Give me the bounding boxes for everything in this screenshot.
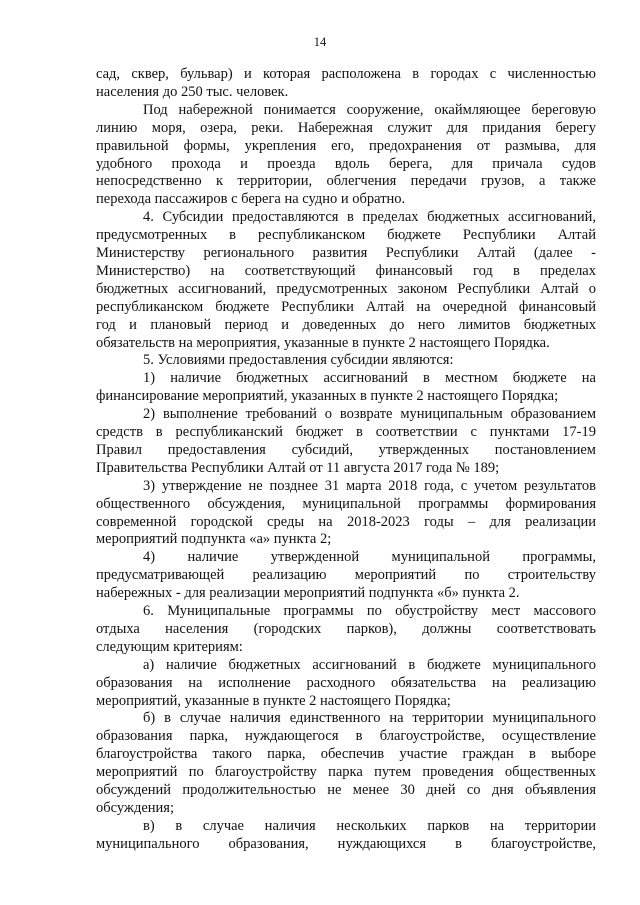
text-line: общественного обсуждения, муниципальной программы формирования (96, 495, 596, 512)
text-line: мероприятий подпункта «а» пункта 2; (96, 531, 332, 548)
text-line: отдыха населения (городских парков), должны соответствовать (96, 620, 596, 637)
text-line: 4) наличие утвержденной муниципальной программы, (143, 549, 596, 566)
text-line: набережных - для реализации мероприятий подпункта «б» пункта 2. (96, 585, 520, 602)
page-number: 14 (313, 35, 327, 49)
text-line: финансирование мероприятий, указанных в пункте 2 настоящего Порядка; (96, 388, 559, 405)
text-line: 5. Условиями предоставления субсидии являются: (143, 352, 454, 369)
text-line: Министерство) на соответствующий финансовый год в пределах (96, 262, 596, 279)
text-line: обязательств на мероприятия, указанные в пункте 2 настоящего Порядка. (96, 334, 550, 351)
text-line: линию моря, озера, реки. Набережная служит для придания берегу (96, 119, 596, 136)
text-line: Под набережной понимается сооружение, окаймляющее береговую (143, 101, 596, 118)
text-line: предусматривающей реализацию мероприятий по строительству (96, 567, 596, 584)
text-line: Правил предоставления субсидий, утвержденных постановлением (96, 441, 596, 458)
text-line: следующим критериям: (96, 638, 243, 655)
text-line: благоустройства такого парка, обеспечив участие граждан в выборе (96, 746, 596, 763)
text-line: предусмотренных в республиканском бюджете Республики Алтай (96, 227, 596, 244)
text-line: перехода пассажиров с берега на судно и обратно. (96, 191, 406, 208)
text-line: образования парка, нуждающегося в благоустройстве, осуществление (96, 728, 596, 745)
text-line: республиканском бюджете Республики Алтай на очередной финансовый (96, 298, 596, 315)
text-line: правильной формы, укрепления его, предохранения от размыва, для (96, 137, 596, 154)
text-line: удобного прохода и проезда вдоль берега, для причала судов (96, 155, 596, 172)
text-line: обсуждений продолжительностью не менее 30 дней со дня объявления (96, 782, 596, 798)
text-line: 3) утверждение не позднее 31 марта 2018 года, с учетом результатов (143, 477, 596, 494)
text-line: Правительства Республики Алтай от 11 августа 2017 года № 189; (96, 459, 500, 476)
text-line: обсуждения; (96, 799, 174, 816)
text-line: б) в случае наличия единственного на территории муниципального (143, 710, 596, 727)
text-line: 1) наличие бюджетных ассигнований в местном бюджете на (143, 370, 596, 387)
text-line: муниципального образования, нуждающихся в благоустройстве, (96, 835, 596, 852)
text-line: 4. Субсидии предоставляются в пределах бюджетных ассигнований, (143, 209, 596, 226)
text-line: 2) выполнение требований о возврате муниципальным образованием (143, 406, 596, 423)
text-line: мероприятий, указанные в пункте 2 настоящего Порядка; (96, 692, 451, 709)
text-line: населения до 250 тыс. человек. (96, 83, 289, 100)
text-line: сад, сквер, бульвар) и которая расположена в городах с численностью (96, 66, 596, 82)
text-line: год и плановый период и доведенных до него лимитов бюджетных (96, 316, 596, 333)
text-line: 6. Муниципальные программы по обустройству мест массового (143, 603, 596, 619)
text-line: средств в республиканский бюджет в соответствии с пунктами 17-19 (96, 424, 596, 440)
text-line: Министерству регионального развития Республики Алтай (далее - (96, 245, 596, 261)
text-line: непосредственно к территории, облегчения передачи грузов, а также (96, 173, 596, 190)
text-line: а) наличие бюджетных ассигнований в бюджете муниципального (143, 656, 596, 673)
text-line: в) в случае наличия нескольких парков на территории (143, 817, 596, 834)
text-line: бюджетных ассигнований, предусмотренных законом Республики Алтай о (96, 280, 596, 297)
text-line: современной городской среды на 2018-2023 годы – для реализации (96, 513, 596, 530)
text-line: мероприятий по благоустройству парка путем проведения общественных (96, 764, 596, 781)
text-line: образования на исполнение расходного обязательства на реализацию (96, 674, 596, 691)
